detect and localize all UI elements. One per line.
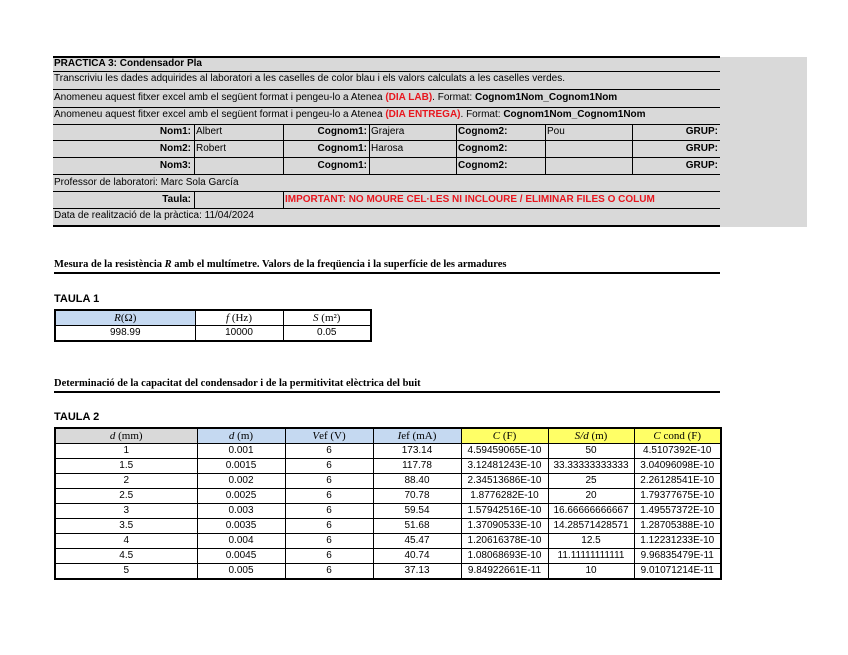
filename-format: Cognom1Nom_Cognom1Nom: [474, 92, 618, 103]
cell-vef[interactable]: 6: [285, 459, 373, 474]
table-row: [55, 459, 721, 474]
cell-d-m[interactable]: 0.003: [197, 504, 285, 519]
cell-vef[interactable]: 6: [285, 504, 373, 519]
col-header-c-cond: C cond (F): [634, 428, 721, 444]
cell-capacitance[interactable]: 1.57942516E-10: [461, 504, 548, 519]
table-row: [55, 564, 721, 580]
grup-label: GRUP:: [685, 160, 718, 171]
practice-title: PRACTICA 3: Condensador Pla: [54, 58, 202, 69]
instruction-text: . Format:: [432, 92, 475, 103]
table-row: [55, 326, 371, 342]
cell-capacitance[interactable]: 1.37090533E-10: [461, 519, 548, 534]
instruction-text: Anomeneu aquest fitxer excel amb el següent format i pengeu-lo a Atenea: [54, 109, 386, 120]
cognom1-label: Cognom1:: [317, 160, 367, 171]
cell-ief[interactable]: 173.14: [373, 444, 461, 459]
cell-vef[interactable]: 6: [285, 489, 373, 504]
col-header-ief: Ief (mA): [373, 428, 461, 444]
cell-ief[interactable]: 117.78: [373, 459, 461, 474]
cell-c-cond[interactable]: 2.26128541E-10: [634, 474, 721, 489]
cell-d-mm[interactable]: 4.5: [55, 549, 197, 564]
cell-capacitance[interactable]: 3.12481243E-10: [461, 459, 548, 474]
instructions-line: Transcriviu les dades adquirides al laboratori a les caselles de color blau i els valors calculats a les caselles verdes.: [54, 73, 565, 84]
cell-capacitance[interactable]: 9.84922661E-11: [461, 564, 548, 580]
cell-s-over-d[interactable]: 20: [548, 489, 634, 504]
cell-d-mm[interactable]: 2.5: [55, 489, 197, 504]
grid-line: [283, 124, 284, 175]
cognom1-label: Cognom1:: [317, 143, 367, 154]
table-row: [55, 534, 721, 549]
taula-label: Taula:: [162, 194, 191, 205]
cell-c-cond[interactable]: 1.12231233E-10: [634, 534, 721, 549]
cell-surface[interactable]: 0.05: [283, 326, 371, 342]
taula2-body: [55, 444, 721, 580]
cell-ief[interactable]: 45.47: [373, 534, 461, 549]
col-header-s-over-d: S/d (m): [548, 428, 634, 444]
cell-capacitance[interactable]: 4.59459065E-10: [461, 444, 548, 459]
nom-field[interactable]: [196, 159, 282, 173]
cell-s-over-d[interactable]: 33.33333333333: [548, 459, 634, 474]
cell-c-cond[interactable]: 3.04096098E-10: [634, 459, 721, 474]
cell-resistance[interactable]: 998.99: [55, 326, 195, 342]
cell-d-mm[interactable]: 4: [55, 534, 197, 549]
taula-field[interactable]: [196, 193, 278, 207]
table-row: [55, 444, 721, 459]
cell-s-over-d[interactable]: 16.66666666667: [548, 504, 634, 519]
cell-vef[interactable]: 6: [285, 519, 373, 534]
cell-ief[interactable]: 88.40: [373, 474, 461, 489]
col-header-resistance: R(Ω): [55, 310, 195, 326]
cell-c-cond[interactable]: 1.49557372E-10: [634, 504, 721, 519]
cell-capacitance[interactable]: 1.20616378E-10: [461, 534, 548, 549]
divider: [53, 191, 720, 192]
cell-d-mm[interactable]: 3: [55, 504, 197, 519]
important-warning: IMPORTANT: NO MOURE CEL·LES NI INCLOURE / ELIMINAR FILES O COLUM: [285, 194, 655, 205]
filename-delivery-instruction: [54, 108, 720, 122]
instruction-text: Anomeneu aquest fitxer excel amb el següent format i pengeu-lo a Atenea: [54, 92, 386, 103]
cell-d-mm[interactable]: 1: [55, 444, 197, 459]
cognom2-label: Cognom2:: [458, 143, 508, 154]
cell-d-mm[interactable]: 5: [55, 564, 197, 580]
cell-ief[interactable]: 37.13: [373, 564, 461, 580]
cell-capacitance[interactable]: 1.8776282E-10: [461, 489, 548, 504]
cell-s-over-d[interactable]: 14.28571428571: [548, 519, 634, 534]
professor-line: Professor de laboratori: Marc Sola García: [54, 177, 239, 188]
divider: [53, 140, 720, 141]
cognom1-label: Cognom1:: [317, 126, 367, 137]
col-header-vef: Vef (V): [285, 428, 373, 444]
col-header-surface: S (m²): [283, 310, 371, 326]
cell-ief[interactable]: 40.74: [373, 549, 461, 564]
cell-vef[interactable]: 6: [285, 564, 373, 580]
cell-capacitance[interactable]: 2.34513686E-10: [461, 474, 548, 489]
cell-ief[interactable]: 70.78: [373, 489, 461, 504]
cognom1-field[interactable]: [371, 159, 455, 173]
cell-d-m[interactable]: 0.001: [197, 444, 285, 459]
filename-format: Cognom1Nom_Cognom1Nom: [503, 109, 646, 120]
divider: [53, 157, 720, 158]
cell-vef[interactable]: 6: [285, 474, 373, 489]
cell-d-mm[interactable]: 2: [55, 474, 197, 489]
table-label-taula2: TAULA 2: [54, 411, 100, 423]
section-title-resistance: [54, 259, 720, 274]
cell-d-m[interactable]: 0.005: [197, 564, 285, 580]
table-row: [55, 474, 721, 489]
grid-line: [369, 124, 370, 175]
cognom1-field[interactable]: Grajera: [371, 126, 405, 137]
cell-ief[interactable]: 59.54: [373, 504, 461, 519]
grid-line: [194, 191, 195, 208]
nom-field[interactable]: Robert: [196, 143, 227, 154]
grid-line: [632, 124, 633, 175]
table-row: [55, 519, 721, 534]
section-title-capacitance: Determinació de la capacitat del condensador i de la permitivitat elèctrica del buit: [54, 378, 720, 393]
cell-d-m[interactable]: 0.002: [197, 474, 285, 489]
date-line: Data de realització de la pràctica: 11/04/2024: [54, 210, 254, 221]
cognom2-label: Cognom2:: [458, 160, 508, 171]
cognom2-field[interactable]: [547, 142, 631, 156]
cognom2-label: Cognom2:: [458, 126, 508, 137]
cell-d-m[interactable]: 0.0025: [197, 489, 285, 504]
grup-label: GRUP:: [685, 143, 718, 154]
cell-capacitance[interactable]: 1.08068693E-10: [461, 549, 548, 564]
grid-line: [456, 124, 457, 175]
dia-entrega-label: (DIA ENTREGA): [385, 109, 461, 120]
title-variable: R: [164, 259, 172, 270]
filename-lab-instruction: [54, 91, 720, 105]
divider: [53, 225, 720, 227]
cognom2-field[interactable]: [547, 159, 631, 173]
cell-s-over-d[interactable]: 11.11111111111: [548, 549, 634, 564]
title-text: amb el multímetre. Valors de la freqüencia i la superfície de les armadures: [171, 259, 507, 270]
cell-d-m[interactable]: 0.0035: [197, 519, 285, 534]
grid-line: [545, 124, 546, 175]
grup-label: GRUP:: [685, 126, 718, 137]
table-header-row: [55, 310, 371, 326]
nom-label: Nom2:: [159, 143, 191, 154]
title-text: Mesura de la resistència: [54, 259, 165, 270]
col-header-capacitance: C (F): [461, 428, 548, 444]
nom-label: Nom3:: [159, 160, 191, 171]
cell-s-over-d[interactable]: 10: [548, 564, 634, 580]
grid-line: [194, 124, 195, 175]
nom-field[interactable]: Albert: [196, 126, 223, 137]
instruction-text: . Format:: [460, 109, 504, 120]
taula1-table: [54, 309, 372, 342]
cell-c-cond[interactable]: 4.5107392E-10: [634, 444, 721, 459]
grid-line: [283, 191, 284, 208]
cell-d-m[interactable]: 0.0015: [197, 459, 285, 474]
dia-lab-label: (DIA LAB): [385, 92, 433, 103]
table-row: [55, 504, 721, 519]
col-header-frequency: f (Hz): [195, 310, 283, 326]
table-row: [55, 549, 721, 564]
cell-c-cond[interactable]: 1.28705388E-10: [634, 519, 721, 534]
divider: [53, 174, 720, 175]
cell-d-mm[interactable]: 3.5: [55, 519, 197, 534]
cognom1-field[interactable]: Harosa: [371, 143, 404, 154]
table-header-row: [55, 428, 721, 444]
cell-d-m[interactable]: 0.004: [197, 534, 285, 549]
cognom2-field[interactable]: Pou: [547, 126, 565, 137]
cell-s-over-d[interactable]: 12.5: [548, 534, 634, 549]
cell-d-m[interactable]: 0.0045: [197, 549, 285, 564]
cell-vef[interactable]: 6: [285, 549, 373, 564]
col-header-d-mm: d (mm): [55, 428, 197, 444]
cell-frequency[interactable]: 10000: [195, 326, 283, 342]
col-header-d-m: d (m): [197, 428, 285, 444]
nom-label: Nom1:: [159, 126, 191, 137]
cell-vef[interactable]: 6: [285, 444, 373, 459]
cell-c-cond[interactable]: 1.79377675E-10: [634, 489, 721, 504]
cell-d-mm[interactable]: 1.5: [55, 459, 197, 474]
table-row: [55, 489, 721, 504]
table-label-taula1: TAULA 1: [54, 293, 100, 305]
cell-s-over-d[interactable]: 50: [548, 444, 634, 459]
cell-ief[interactable]: 51.68: [373, 519, 461, 534]
divider: [53, 89, 720, 90]
cell-vef[interactable]: 6: [285, 534, 373, 549]
cell-c-cond[interactable]: 9.96835479E-11: [634, 549, 721, 564]
cell-c-cond[interactable]: 9.01071214E-11: [634, 564, 721, 580]
taula2-table: [54, 427, 722, 580]
cell-s-over-d[interactable]: 25: [548, 474, 634, 489]
